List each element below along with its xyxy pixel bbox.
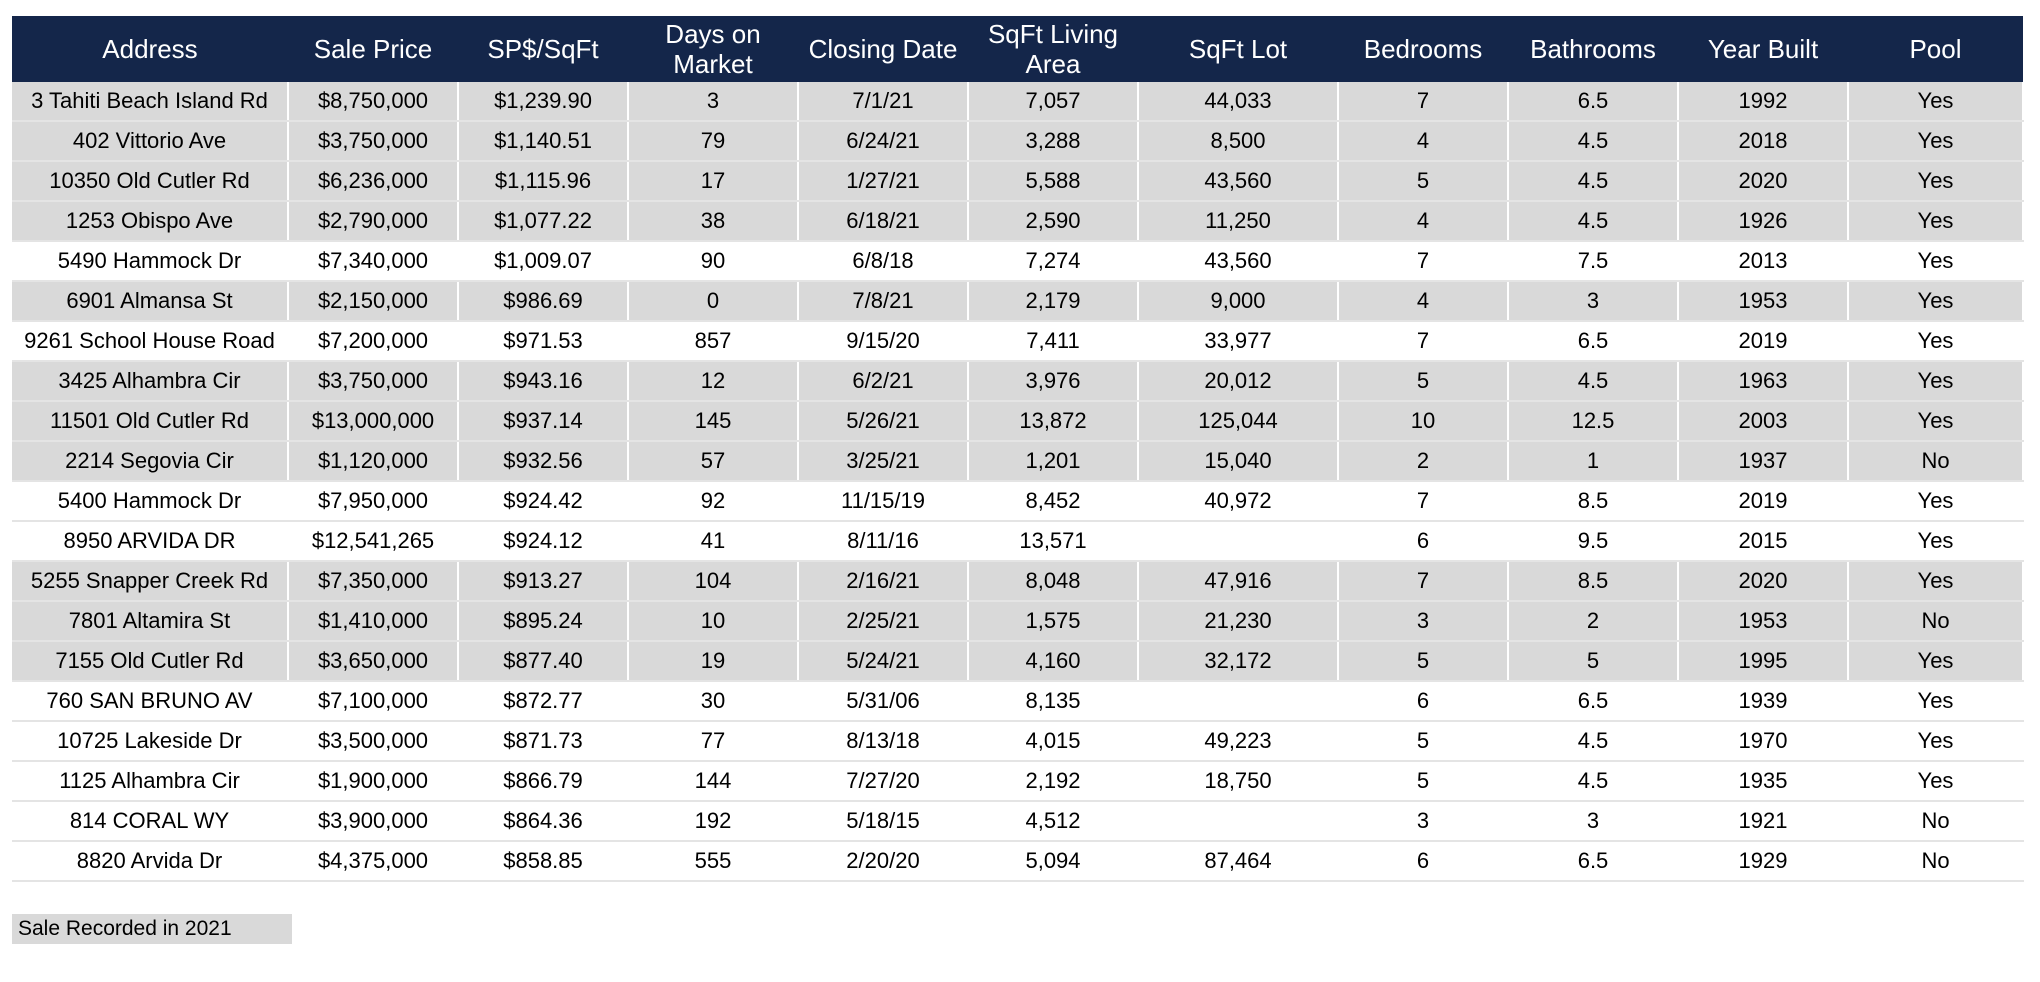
- cell-year-built: 2013: [1678, 241, 1848, 281]
- cell-bathrooms: 6.5: [1508, 681, 1678, 721]
- cell-pool: Yes: [1848, 401, 2023, 441]
- cell-bedrooms: 7: [1338, 241, 1508, 281]
- cell-address: 11501 Old Cutler Rd: [12, 401, 288, 441]
- cell-sqft-living-area: 7,274: [968, 241, 1138, 281]
- cell-sale-price: $7,340,000: [288, 241, 458, 281]
- cell-address: 3425 Alhambra Cir: [12, 361, 288, 401]
- cell-closing-date: 5/31/06: [798, 681, 968, 721]
- cell-sqft-lot: 87,464: [1138, 841, 1338, 881]
- cell-days-on-market: 79: [628, 121, 798, 161]
- cell-price-per-sqft: $864.36: [458, 801, 628, 841]
- cell-price-per-sqft: $937.14: [458, 401, 628, 441]
- cell-sale-price: $12,541,265: [288, 521, 458, 561]
- cell-address: 402 Vittorio Ave: [12, 121, 288, 161]
- cell-year-built: 1935: [1678, 761, 1848, 801]
- cell-price-per-sqft: $1,115.96: [458, 161, 628, 201]
- cell-sale-price: $1,900,000: [288, 761, 458, 801]
- cell-price-per-sqft: $1,239.90: [458, 82, 628, 121]
- cell-sale-price: $3,900,000: [288, 801, 458, 841]
- cell-bedrooms: 10: [1338, 401, 1508, 441]
- cell-year-built: 1963: [1678, 361, 1848, 401]
- cell-pool: Yes: [1848, 82, 2023, 121]
- table-row: [12, 241, 2023, 281]
- column-header-days-on-market: Days on Market: [628, 16, 798, 82]
- cell-pool: No: [1848, 601, 2023, 641]
- cell-closing-date: 7/1/21: [798, 82, 968, 121]
- cell-price-per-sqft: $1,009.07: [458, 241, 628, 281]
- cell-days-on-market: 145: [628, 401, 798, 441]
- cell-sqft-lot: [1138, 521, 1338, 561]
- cell-days-on-market: 192: [628, 801, 798, 841]
- cell-sale-price: $1,120,000: [288, 441, 458, 481]
- cell-closing-date: 5/26/21: [798, 401, 968, 441]
- cell-closing-date: 6/2/21: [798, 361, 968, 401]
- cell-closing-date: 2/20/20: [798, 841, 968, 881]
- table-row: [12, 721, 2023, 761]
- table-row: [12, 681, 2023, 721]
- cell-bathrooms: 8.5: [1508, 481, 1678, 521]
- cell-pool: Yes: [1848, 281, 2023, 321]
- cell-sale-price: $7,350,000: [288, 561, 458, 601]
- cell-bathrooms: 3: [1508, 801, 1678, 841]
- cell-sqft-living-area: 8,452: [968, 481, 1138, 521]
- table-row: [12, 281, 2023, 321]
- cell-price-per-sqft: $895.24: [458, 601, 628, 641]
- cell-closing-date: 9/15/20: [798, 321, 968, 361]
- cell-sqft-living-area: 8,048: [968, 561, 1138, 601]
- cell-days-on-market: 144: [628, 761, 798, 801]
- table-row: [12, 841, 2023, 881]
- cell-sale-price: $3,750,000: [288, 361, 458, 401]
- cell-sqft-lot: 49,223: [1138, 721, 1338, 761]
- cell-pool: Yes: [1848, 641, 2023, 681]
- cell-year-built: 1937: [1678, 441, 1848, 481]
- cell-pool: Yes: [1848, 241, 2023, 281]
- cell-bedrooms: 7: [1338, 561, 1508, 601]
- table-row: [12, 761, 2023, 801]
- column-header-year-built: Year Built: [1678, 16, 1848, 82]
- cell-sale-price: $8,750,000: [288, 82, 458, 121]
- table-body: [12, 82, 2023, 881]
- cell-sqft-lot: 8,500: [1138, 121, 1338, 161]
- column-header-address: Address: [12, 16, 288, 82]
- cell-price-per-sqft: $924.12: [458, 521, 628, 561]
- cell-bathrooms: 8.5: [1508, 561, 1678, 601]
- cell-price-per-sqft: $1,140.51: [458, 121, 628, 161]
- cell-days-on-market: 38: [628, 201, 798, 241]
- cell-bathrooms: 4.5: [1508, 761, 1678, 801]
- cell-bedrooms: 3: [1338, 801, 1508, 841]
- cell-sale-price: $4,375,000: [288, 841, 458, 881]
- cell-address: 814 CORAL WY: [12, 801, 288, 841]
- cell-closing-date: 5/24/21: [798, 641, 968, 681]
- cell-sale-price: $3,500,000: [288, 721, 458, 761]
- cell-sqft-living-area: 2,179: [968, 281, 1138, 321]
- cell-days-on-market: 12: [628, 361, 798, 401]
- cell-address: 5400 Hammock Dr: [12, 481, 288, 521]
- sales-table: [12, 16, 2024, 882]
- cell-year-built: 1995: [1678, 641, 1848, 681]
- cell-sqft-living-area: 8,135: [968, 681, 1138, 721]
- cell-sqft-lot: 33,977: [1138, 321, 1338, 361]
- cell-sale-price: $2,790,000: [288, 201, 458, 241]
- cell-price-per-sqft: $943.16: [458, 361, 628, 401]
- cell-sale-price: $6,236,000: [288, 161, 458, 201]
- cell-bedrooms: 7: [1338, 481, 1508, 521]
- cell-price-per-sqft: $913.27: [458, 561, 628, 601]
- cell-pool: Yes: [1848, 161, 2023, 201]
- cell-price-per-sqft: $986.69: [458, 281, 628, 321]
- cell-pool: No: [1848, 801, 2023, 841]
- cell-days-on-market: 3: [628, 82, 798, 121]
- cell-closing-date: 6/24/21: [798, 121, 968, 161]
- cell-sqft-lot: [1138, 681, 1338, 721]
- cell-bathrooms: 6.5: [1508, 321, 1678, 361]
- cell-pool: Yes: [1848, 481, 2023, 521]
- table-row: [12, 481, 2023, 521]
- table-header-row: [12, 16, 2023, 82]
- table-row: [12, 601, 2023, 641]
- cell-year-built: 2003: [1678, 401, 1848, 441]
- cell-year-built: 2018: [1678, 121, 1848, 161]
- cell-bathrooms: 6.5: [1508, 82, 1678, 121]
- cell-sqft-living-area: 7,057: [968, 82, 1138, 121]
- cell-days-on-market: 92: [628, 481, 798, 521]
- cell-sqft-lot: 21,230: [1138, 601, 1338, 641]
- cell-sqft-lot: 11,250: [1138, 201, 1338, 241]
- cell-bedrooms: 3: [1338, 601, 1508, 641]
- cell-sqft-lot: 9,000: [1138, 281, 1338, 321]
- table-row: [12, 641, 2023, 681]
- cell-sqft-living-area: 3,976: [968, 361, 1138, 401]
- cell-closing-date: 5/18/15: [798, 801, 968, 841]
- cell-days-on-market: 90: [628, 241, 798, 281]
- cell-sqft-lot: 44,033: [1138, 82, 1338, 121]
- cell-address: 8950 ARVIDA DR: [12, 521, 288, 561]
- cell-sale-price: $3,650,000: [288, 641, 458, 681]
- cell-bathrooms: 4.5: [1508, 161, 1678, 201]
- cell-days-on-market: 30: [628, 681, 798, 721]
- cell-year-built: 1970: [1678, 721, 1848, 761]
- cell-sqft-living-area: 13,571: [968, 521, 1138, 561]
- cell-bedrooms: 5: [1338, 161, 1508, 201]
- cell-year-built: 1929: [1678, 841, 1848, 881]
- cell-bedrooms: 5: [1338, 761, 1508, 801]
- cell-pool: No: [1848, 841, 2023, 881]
- cell-sqft-lot: 18,750: [1138, 761, 1338, 801]
- cell-closing-date: 1/27/21: [798, 161, 968, 201]
- cell-year-built: 1953: [1678, 601, 1848, 641]
- cell-price-per-sqft: $858.85: [458, 841, 628, 881]
- cell-days-on-market: 555: [628, 841, 798, 881]
- cell-bathrooms: 2: [1508, 601, 1678, 641]
- cell-price-per-sqft: $1,077.22: [458, 201, 628, 241]
- cell-sqft-living-area: 7,411: [968, 321, 1138, 361]
- cell-year-built: 1953: [1678, 281, 1848, 321]
- cell-address: 7155 Old Cutler Rd: [12, 641, 288, 681]
- cell-bathrooms: 5: [1508, 641, 1678, 681]
- table-row: [12, 441, 2023, 481]
- cell-closing-date: 7/8/21: [798, 281, 968, 321]
- cell-sale-price: $2,150,000: [288, 281, 458, 321]
- cell-closing-date: 7/27/20: [798, 761, 968, 801]
- cell-year-built: 1921: [1678, 801, 1848, 841]
- cell-days-on-market: 57: [628, 441, 798, 481]
- cell-days-on-market: 17: [628, 161, 798, 201]
- cell-sqft-lot: 43,560: [1138, 241, 1338, 281]
- cell-bathrooms: 12.5: [1508, 401, 1678, 441]
- cell-closing-date: 6/18/21: [798, 201, 968, 241]
- legend-sale-recorded-2021: Sale Recorded in 2021: [12, 914, 292, 944]
- cell-price-per-sqft: $877.40: [458, 641, 628, 681]
- table-row: [12, 561, 2023, 601]
- cell-days-on-market: 19: [628, 641, 798, 681]
- cell-year-built: 2015: [1678, 521, 1848, 561]
- cell-pool: Yes: [1848, 761, 2023, 801]
- cell-bedrooms: 5: [1338, 721, 1508, 761]
- cell-sqft-lot: 40,972: [1138, 481, 1338, 521]
- column-header-closing-date: Closing Date: [798, 16, 968, 82]
- cell-sqft-living-area: 2,590: [968, 201, 1138, 241]
- column-header-sale-price: Sale Price: [288, 16, 458, 82]
- cell-sqft-lot: 32,172: [1138, 641, 1338, 681]
- cell-bedrooms: 6: [1338, 521, 1508, 561]
- cell-days-on-market: 104: [628, 561, 798, 601]
- cell-bathrooms: 4.5: [1508, 201, 1678, 241]
- cell-price-per-sqft: $971.53: [458, 321, 628, 361]
- table-row: [12, 801, 2023, 841]
- cell-price-per-sqft: $871.73: [458, 721, 628, 761]
- cell-year-built: 1939: [1678, 681, 1848, 721]
- cell-price-per-sqft: $872.77: [458, 681, 628, 721]
- cell-bathrooms: 4.5: [1508, 121, 1678, 161]
- cell-bedrooms: 4: [1338, 281, 1508, 321]
- cell-bathrooms: 4.5: [1508, 361, 1678, 401]
- cell-address: 10725 Lakeside Dr: [12, 721, 288, 761]
- cell-address: 2214 Segovia Cir: [12, 441, 288, 481]
- cell-price-per-sqft: $866.79: [458, 761, 628, 801]
- cell-sale-price: $13,000,000: [288, 401, 458, 441]
- cell-bathrooms: 7.5: [1508, 241, 1678, 281]
- cell-closing-date: 8/11/16: [798, 521, 968, 561]
- column-header-bedrooms: Bedrooms: [1338, 16, 1508, 82]
- cell-sqft-living-area: 1,201: [968, 441, 1138, 481]
- cell-bathrooms: 6.5: [1508, 841, 1678, 881]
- cell-bathrooms: 9.5: [1508, 521, 1678, 561]
- cell-bathrooms: 1: [1508, 441, 1678, 481]
- column-header-sqft-lot: SqFt Lot: [1138, 16, 1338, 82]
- cell-bedrooms: 4: [1338, 121, 1508, 161]
- cell-closing-date: 8/13/18: [798, 721, 968, 761]
- cell-days-on-market: 0: [628, 281, 798, 321]
- cell-address: 6901 Almansa St: [12, 281, 288, 321]
- cell-address: 3 Tahiti Beach Island Rd: [12, 82, 288, 121]
- cell-address: 9261 School House Road: [12, 321, 288, 361]
- table-row: [12, 401, 2023, 441]
- cell-bathrooms: 3: [1508, 281, 1678, 321]
- cell-sqft-lot: [1138, 801, 1338, 841]
- cell-closing-date: 6/8/18: [798, 241, 968, 281]
- cell-sqft-living-area: 5,094: [968, 841, 1138, 881]
- cell-bedrooms: 6: [1338, 681, 1508, 721]
- table-row: [12, 82, 2023, 121]
- cell-pool: Yes: [1848, 121, 2023, 161]
- cell-sale-price: $7,200,000: [288, 321, 458, 361]
- cell-year-built: 1926: [1678, 201, 1848, 241]
- cell-address: 1253 Obispo Ave: [12, 201, 288, 241]
- column-header-price-per-sqft: SP$/SqFt: [458, 16, 628, 82]
- cell-sale-price: $7,100,000: [288, 681, 458, 721]
- column-header-bathrooms: Bathrooms: [1508, 16, 1678, 82]
- table-row: [12, 121, 2023, 161]
- cell-sqft-lot: 47,916: [1138, 561, 1338, 601]
- cell-address: 7801 Altamira St: [12, 601, 288, 641]
- cell-bedrooms: 2: [1338, 441, 1508, 481]
- sales-table-container: [12, 16, 2023, 882]
- cell-pool: Yes: [1848, 521, 2023, 561]
- cell-year-built: 2020: [1678, 561, 1848, 601]
- cell-price-per-sqft: $932.56: [458, 441, 628, 481]
- cell-days-on-market: 857: [628, 321, 798, 361]
- cell-year-built: 1992: [1678, 82, 1848, 121]
- cell-pool: No: [1848, 441, 2023, 481]
- cell-sqft-lot: 125,044: [1138, 401, 1338, 441]
- cell-sqft-lot: 43,560: [1138, 161, 1338, 201]
- table-row: [12, 201, 2023, 241]
- cell-sqft-living-area: 5,588: [968, 161, 1138, 201]
- cell-price-per-sqft: $924.42: [458, 481, 628, 521]
- cell-days-on-market: 77: [628, 721, 798, 761]
- cell-sqft-living-area: 3,288: [968, 121, 1138, 161]
- cell-bedrooms: 6: [1338, 841, 1508, 881]
- cell-bedrooms: 7: [1338, 321, 1508, 361]
- cell-pool: Yes: [1848, 201, 2023, 241]
- cell-bedrooms: 7: [1338, 82, 1508, 121]
- cell-address: 760 SAN BRUNO AV: [12, 681, 288, 721]
- cell-address: 8820 Arvida Dr: [12, 841, 288, 881]
- cell-bedrooms: 5: [1338, 641, 1508, 681]
- column-header-sqft-living-area: SqFt Living Area: [968, 16, 1138, 82]
- cell-pool: Yes: [1848, 321, 2023, 361]
- cell-pool: Yes: [1848, 721, 2023, 761]
- table-row: [12, 161, 2023, 201]
- cell-pool: Yes: [1848, 361, 2023, 401]
- cell-address: 1125 Alhambra Cir: [12, 761, 288, 801]
- cell-year-built: 2020: [1678, 161, 1848, 201]
- cell-bedrooms: 4: [1338, 201, 1508, 241]
- cell-address: 5490 Hammock Dr: [12, 241, 288, 281]
- table-row: [12, 521, 2023, 561]
- cell-days-on-market: 10: [628, 601, 798, 641]
- table-row: [12, 321, 2023, 361]
- cell-days-on-market: 41: [628, 521, 798, 561]
- cell-sqft-living-area: 13,872: [968, 401, 1138, 441]
- cell-sqft-living-area: 4,160: [968, 641, 1138, 681]
- column-header-pool: Pool: [1848, 16, 2023, 82]
- cell-year-built: 2019: [1678, 321, 1848, 361]
- cell-bedrooms: 5: [1338, 361, 1508, 401]
- cell-closing-date: 2/16/21: [798, 561, 968, 601]
- cell-bathrooms: 4.5: [1508, 721, 1678, 761]
- cell-address: 10350 Old Cutler Rd: [12, 161, 288, 201]
- cell-year-built: 2019: [1678, 481, 1848, 521]
- cell-pool: Yes: [1848, 561, 2023, 601]
- cell-sqft-living-area: 1,575: [968, 601, 1138, 641]
- cell-sale-price: $7,950,000: [288, 481, 458, 521]
- cell-closing-date: 2/25/21: [798, 601, 968, 641]
- cell-closing-date: 11/15/19: [798, 481, 968, 521]
- cell-address: 5255 Snapper Creek Rd: [12, 561, 288, 601]
- cell-sqft-lot: 15,040: [1138, 441, 1338, 481]
- table-row: [12, 361, 2023, 401]
- cell-pool: Yes: [1848, 681, 2023, 721]
- cell-sqft-lot: 20,012: [1138, 361, 1338, 401]
- cell-sale-price: $1,410,000: [288, 601, 458, 641]
- cell-sqft-living-area: 4,512: [968, 801, 1138, 841]
- cell-closing-date: 3/25/21: [798, 441, 968, 481]
- cell-sqft-living-area: 2,192: [968, 761, 1138, 801]
- cell-sale-price: $3,750,000: [288, 121, 458, 161]
- cell-sqft-living-area: 4,015: [968, 721, 1138, 761]
